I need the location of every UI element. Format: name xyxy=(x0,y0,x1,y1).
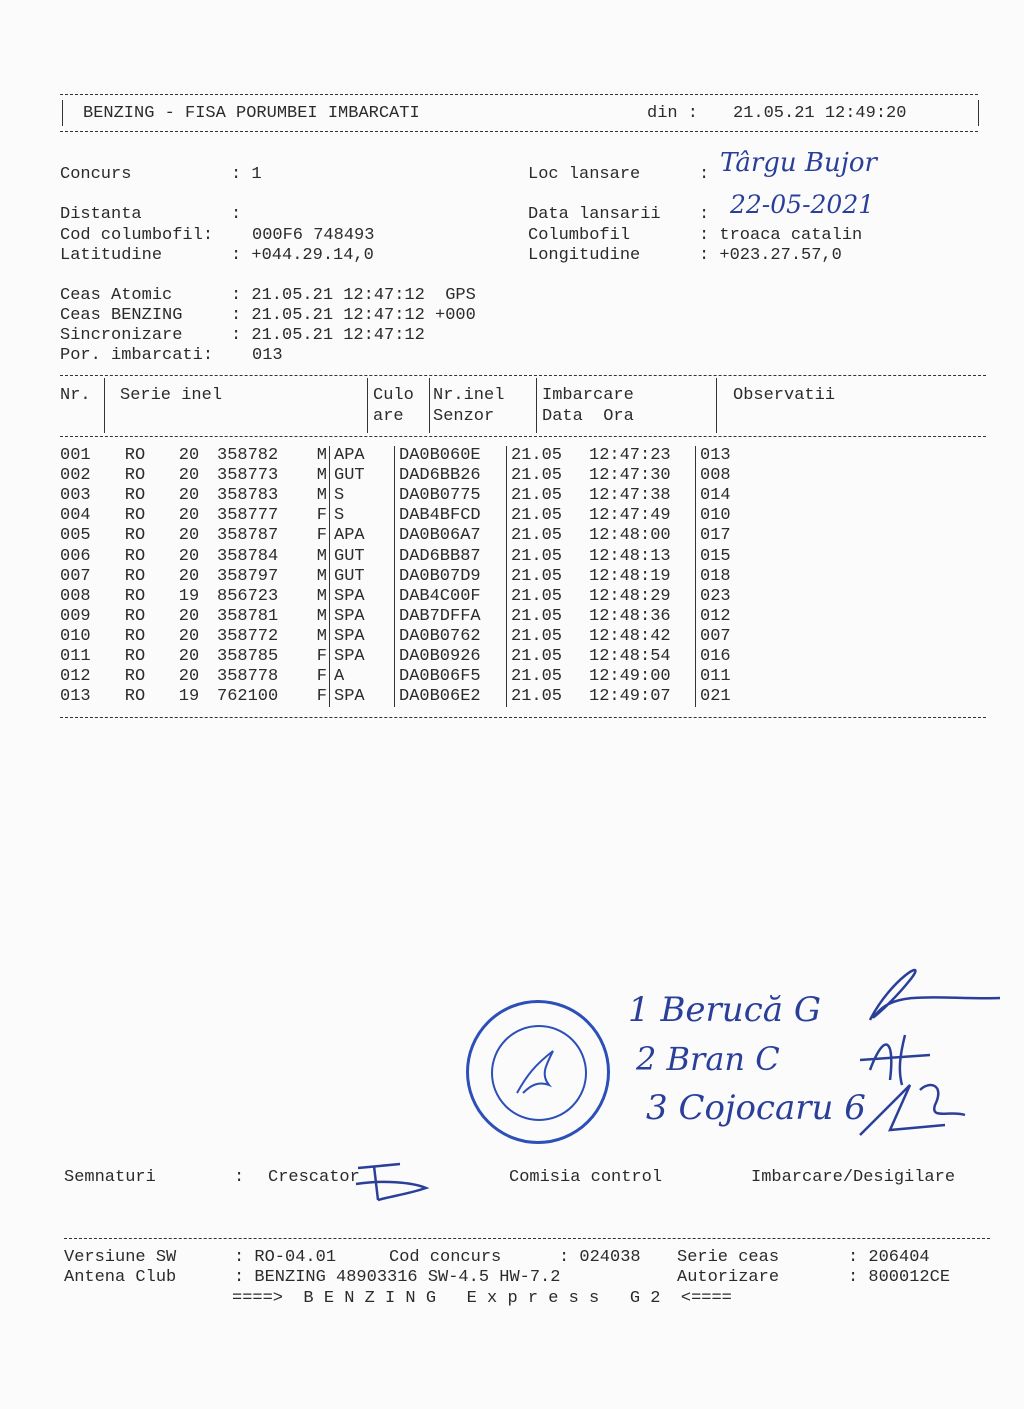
cell-an: 20 xyxy=(178,646,200,666)
table-row xyxy=(60,446,760,466)
cell-tara: RO xyxy=(124,646,146,666)
autorizare-label: Autorizare xyxy=(677,1268,780,1287)
sincronizare-value: : 21.05.21 12:47:12 xyxy=(231,326,425,345)
cell-ora: 12:47:38 xyxy=(589,486,671,506)
col-divider-nr xyxy=(104,378,105,433)
comisia-control-label: Comisia control xyxy=(509,1168,663,1187)
cell-senzor: DA0B060E xyxy=(395,446,507,466)
cell-culoare: SPA xyxy=(330,627,395,647)
cell-observatii: 017 xyxy=(696,526,761,546)
cell-data: 21.05 xyxy=(507,546,586,566)
th-observatii: Observatii xyxy=(733,386,836,405)
columbofil-value: : troaca catalin xyxy=(699,226,863,245)
commission-signatures xyxy=(850,960,1010,1150)
cell-an: 20 xyxy=(178,506,200,526)
cell-an: 20 xyxy=(178,546,200,566)
cell-ora: 12:49:07 xyxy=(589,687,671,707)
ceas-atomic-label: Ceas Atomic xyxy=(60,286,173,305)
stamp-dove-icon xyxy=(509,1045,565,1099)
cell-observatii: 021 xyxy=(696,687,761,707)
commission-member-3: 3 Cojocaru 6 xyxy=(646,1088,866,1128)
cell-serie: 358783 xyxy=(217,486,279,506)
cell-tara: RO xyxy=(124,486,146,506)
cell-culoare: SPA xyxy=(330,687,395,707)
cell-tara: RO xyxy=(124,446,146,466)
cell-observatii: 012 xyxy=(696,607,761,627)
cell-ora: 12:48:00 xyxy=(589,526,671,546)
cell-data: 21.05 xyxy=(507,647,586,667)
cell-senzor: DA0B06A7 xyxy=(395,526,507,546)
cell-culoare: GUT xyxy=(330,546,395,566)
loc-lansare-sep: : xyxy=(699,165,710,184)
cell-tara: RO xyxy=(124,606,146,626)
cell-ora: 12:48:36 xyxy=(589,606,671,626)
crescator-label: Crescator xyxy=(268,1168,360,1187)
ceas-benzing-value: : 21.05.21 12:47:12 +000 xyxy=(231,306,476,325)
cod-concurs-label: Cod concurs xyxy=(389,1248,502,1267)
table-header-border xyxy=(60,436,986,437)
cell-tara: RO xyxy=(124,506,146,526)
cod-columbofil-label: Cod columbofil: xyxy=(60,226,214,245)
cell-nr: 009 xyxy=(60,606,91,626)
club-stamp xyxy=(466,1000,610,1144)
th-culoare-2: are xyxy=(373,407,404,426)
header-bottom-border xyxy=(60,131,978,132)
cell-culoare: A xyxy=(330,667,395,687)
versiune-sw-label: Versiune SW xyxy=(64,1248,177,1267)
cell-serie: 358787 xyxy=(217,526,279,546)
semnaturi-label: Semnaturi xyxy=(64,1168,156,1187)
distanta-value: : xyxy=(231,205,242,224)
cell-sex: F xyxy=(316,667,327,687)
data-lansarii-label: Data lansarii xyxy=(528,205,661,224)
table-row xyxy=(60,687,760,707)
col-divider-serie xyxy=(367,378,368,433)
commission-member-1: 1 Berucă G xyxy=(628,990,821,1030)
cell-sex: F xyxy=(316,526,327,546)
cell-nr: 012 xyxy=(60,667,91,687)
cell-data: 21.05 xyxy=(507,466,586,486)
cell-data: 21.05 xyxy=(507,506,586,526)
cell-an: 19 xyxy=(178,586,200,606)
versiune-sw-value: : RO-04.01 xyxy=(234,1248,337,1267)
th-imbarcare-1: Imbarcare xyxy=(542,386,634,405)
cell-sex: M xyxy=(316,566,327,586)
cell-tara: RO xyxy=(124,566,146,586)
cell-observatii: 014 xyxy=(696,486,761,506)
longitudine-value: : +023.27.57,0 xyxy=(699,246,842,265)
cell-tara: RO xyxy=(124,667,146,687)
header-date-label: din : xyxy=(647,104,699,123)
cell-senzor: DAB4BFCD xyxy=(395,506,507,526)
cell-serie: 358781 xyxy=(217,606,279,626)
cell-an: 20 xyxy=(178,606,200,626)
cell-an: 20 xyxy=(178,526,200,546)
cell-senzor: DA0B0775 xyxy=(395,486,507,506)
cell-sex: M xyxy=(316,466,327,486)
cell-nr: 001 xyxy=(60,446,91,466)
table-row xyxy=(60,486,760,506)
cell-sex: F xyxy=(316,687,327,707)
th-nrinel-2: Senzor xyxy=(433,407,495,426)
commission-member-2: 2 Bran C xyxy=(636,1040,780,1078)
cell-an: 20 xyxy=(178,446,200,466)
cell-sex: F xyxy=(316,506,327,526)
th-imbarcare-2: Data Ora xyxy=(542,407,634,426)
concurs-value: : 1 xyxy=(231,165,262,184)
cell-ora: 12:49:00 xyxy=(589,667,671,687)
cell-nr: 010 xyxy=(60,626,91,646)
serie-ceas-label: Serie ceas xyxy=(677,1248,780,1267)
cell-serie: 358797 xyxy=(217,566,279,586)
table-row xyxy=(60,546,760,566)
cell-ora: 12:48:42 xyxy=(589,626,671,646)
cell-nr: 005 xyxy=(60,526,91,546)
cell-sex: M xyxy=(316,606,327,626)
cell-tara: RO xyxy=(124,526,146,546)
columbofil-label: Columbofil xyxy=(528,226,631,245)
benzing-express-banner: ====> B E N Z I N G E x p r e s s G 2 <==== xyxy=(232,1289,732,1308)
header-top-border xyxy=(60,94,978,95)
cell-tara: RO xyxy=(124,687,146,707)
table-row xyxy=(60,607,760,627)
cell-nr: 013 xyxy=(60,687,91,707)
cell-data: 21.05 xyxy=(507,526,586,546)
cell-senzor: DAD6BB87 xyxy=(395,546,507,566)
table-bottom-border xyxy=(60,717,986,718)
cell-ora: 12:48:29 xyxy=(589,586,671,606)
cell-senzor: DA0B0926 xyxy=(395,647,507,667)
loc-lansare-handwritten: Târgu Bujor xyxy=(720,148,877,178)
cell-serie: 358773 xyxy=(217,466,279,486)
cell-culoare: SPA xyxy=(330,607,395,627)
cell-an: 20 xyxy=(178,626,200,646)
cell-an: 20 xyxy=(178,566,200,586)
distanta-label: Distanta xyxy=(60,205,142,224)
cell-tara: RO xyxy=(124,466,146,486)
cell-sex: M xyxy=(316,486,327,506)
cell-sex: F xyxy=(316,646,327,666)
cell-an: 20 xyxy=(178,466,200,486)
header-left-bar xyxy=(62,100,63,126)
cell-data: 21.05 xyxy=(507,687,586,707)
cell-observatii: 013 xyxy=(696,446,761,466)
footer-top-border xyxy=(64,1238,990,1239)
col-divider-culoare xyxy=(429,378,430,433)
cod-columbofil-value: 000F6 748493 xyxy=(252,226,375,245)
pigeon-table xyxy=(60,446,760,707)
cell-nr: 007 xyxy=(60,566,91,586)
cell-ora: 12:48:19 xyxy=(589,566,671,586)
cell-observatii: 016 xyxy=(696,647,761,667)
cell-sex: M xyxy=(316,446,327,466)
cell-data: 21.05 xyxy=(507,627,586,647)
longitudine-label: Longitudine xyxy=(528,246,641,265)
ceas-benzing-label: Ceas BENZING xyxy=(60,306,183,325)
cell-culoare: SPA xyxy=(330,647,395,667)
cell-nr: 008 xyxy=(60,586,91,606)
cell-serie: 358777 xyxy=(217,506,279,526)
cell-data: 21.05 xyxy=(507,486,586,506)
cell-data: 21.05 xyxy=(507,587,586,607)
cell-data: 21.05 xyxy=(507,567,586,587)
crescator-signature xyxy=(352,1160,436,1206)
cod-concurs-value: : 024038 xyxy=(559,1248,641,1267)
cell-observatii: 008 xyxy=(696,466,761,486)
latitudine-value: : +044.29.14,0 xyxy=(231,246,374,265)
cell-serie: 358785 xyxy=(217,646,279,666)
cell-observatii: 015 xyxy=(696,546,761,566)
header-right-bar xyxy=(978,100,979,126)
cell-serie: 358772 xyxy=(217,626,279,646)
cell-sex: M xyxy=(316,586,327,606)
table-top-border xyxy=(60,375,986,376)
cell-culoare: APA xyxy=(330,446,395,466)
cell-ora: 12:47:30 xyxy=(589,466,671,486)
cell-observatii: 010 xyxy=(696,506,761,526)
cell-data: 21.05 xyxy=(507,607,586,627)
cell-ora: 12:47:23 xyxy=(589,446,671,466)
table-row xyxy=(60,667,760,687)
serie-ceas-value: : 206404 xyxy=(848,1248,930,1267)
cell-senzor: DAB4C00F xyxy=(395,587,507,607)
por-imbarcati-value: 013 xyxy=(252,346,283,365)
data-lansarii-handwritten: 22-05-2021 xyxy=(730,190,875,219)
cell-observatii: 023 xyxy=(696,587,761,607)
cell-senzor: DAD6BB26 xyxy=(395,466,507,486)
cell-senzor: DA0B0762 xyxy=(395,627,507,647)
table-row xyxy=(60,627,760,647)
cell-culoare: APA xyxy=(330,526,395,546)
header-date-value: 21.05.21 12:49:20 xyxy=(733,104,907,123)
cell-observatii: 007 xyxy=(696,627,761,647)
cell-tara: RO xyxy=(124,546,146,566)
antena-club-label: Antena Club xyxy=(64,1268,177,1287)
concurs-label: Concurs xyxy=(60,165,132,184)
table-row xyxy=(60,587,760,607)
cell-nr: 002 xyxy=(60,466,91,486)
table-row xyxy=(60,647,760,667)
pigeon-table-body xyxy=(60,446,760,707)
cell-sex: M xyxy=(316,626,327,646)
cell-serie: 856723 xyxy=(217,586,279,606)
autorizare-value: : 800012CE xyxy=(848,1268,951,1287)
cell-senzor: DA0B07D9 xyxy=(395,567,507,587)
cell-nr: 003 xyxy=(60,486,91,506)
cell-culoare: S xyxy=(330,486,395,506)
cell-ora: 12:48:13 xyxy=(589,546,671,566)
col-divider-imbarcare xyxy=(716,378,717,433)
cell-serie: 358782 xyxy=(217,446,279,466)
th-serie-inel: Serie inel xyxy=(120,386,223,405)
cell-culoare: S xyxy=(330,506,395,526)
cell-serie: 358784 xyxy=(217,546,279,566)
cell-senzor: DA0B06F5 xyxy=(395,667,507,687)
cell-an: 20 xyxy=(178,486,200,506)
cell-tara: RO xyxy=(124,626,146,646)
cell-serie: 358778 xyxy=(217,667,279,687)
th-culoare-1: Culo xyxy=(373,386,414,405)
th-nr: Nr. xyxy=(60,386,91,405)
por-imbarcati-label: Por. imbarcati: xyxy=(60,346,214,365)
cell-culoare: GUT xyxy=(330,567,395,587)
document-title: BENZING - FISA PORUMBEI IMBARCATI xyxy=(83,104,420,123)
cell-ora: 12:48:54 xyxy=(589,646,671,666)
antena-club-value: : BENZING 48903316 SW-4.5 HW-7.2 xyxy=(234,1268,561,1287)
cell-tara: RO xyxy=(124,586,146,606)
table-row xyxy=(60,506,760,526)
cell-data: 21.05 xyxy=(507,667,586,687)
cell-observatii: 018 xyxy=(696,567,761,587)
loc-lansare-label: Loc lansare xyxy=(528,165,641,184)
cell-nr: 011 xyxy=(60,646,91,666)
imbarcare-desigilare-label: Imbarcare/Desigilare xyxy=(751,1168,956,1187)
table-row xyxy=(60,526,760,546)
cell-senzor: DA0B06E2 xyxy=(395,687,507,707)
table-row xyxy=(60,567,760,587)
sincronizare-label: Sincronizare xyxy=(60,326,183,345)
data-lansarii-sep: : xyxy=(699,205,710,224)
cell-ora: 12:47:49 xyxy=(589,506,671,526)
table-row xyxy=(60,466,760,486)
cell-data: 21.05 xyxy=(507,446,586,466)
cell-nr: 004 xyxy=(60,506,91,526)
cell-an: 19 xyxy=(178,687,200,707)
col-divider-senzor xyxy=(536,378,537,433)
cell-culoare: SPA xyxy=(330,587,395,607)
cell-senzor: DAB7DFFA xyxy=(395,607,507,627)
th-nrinel-1: Nr.inel xyxy=(433,386,505,405)
latitudine-label: Latitudine xyxy=(60,246,163,265)
cell-observatii: 011 xyxy=(696,667,761,687)
cell-an: 20 xyxy=(178,667,200,687)
cell-culoare: GUT xyxy=(330,466,395,486)
cell-nr: 006 xyxy=(60,546,91,566)
semnaturi-sep: : xyxy=(234,1168,245,1187)
cell-sex: M xyxy=(316,546,327,566)
cell-serie: 762100 xyxy=(217,687,279,707)
ceas-atomic-value: : 21.05.21 12:47:12 GPS xyxy=(231,286,476,305)
